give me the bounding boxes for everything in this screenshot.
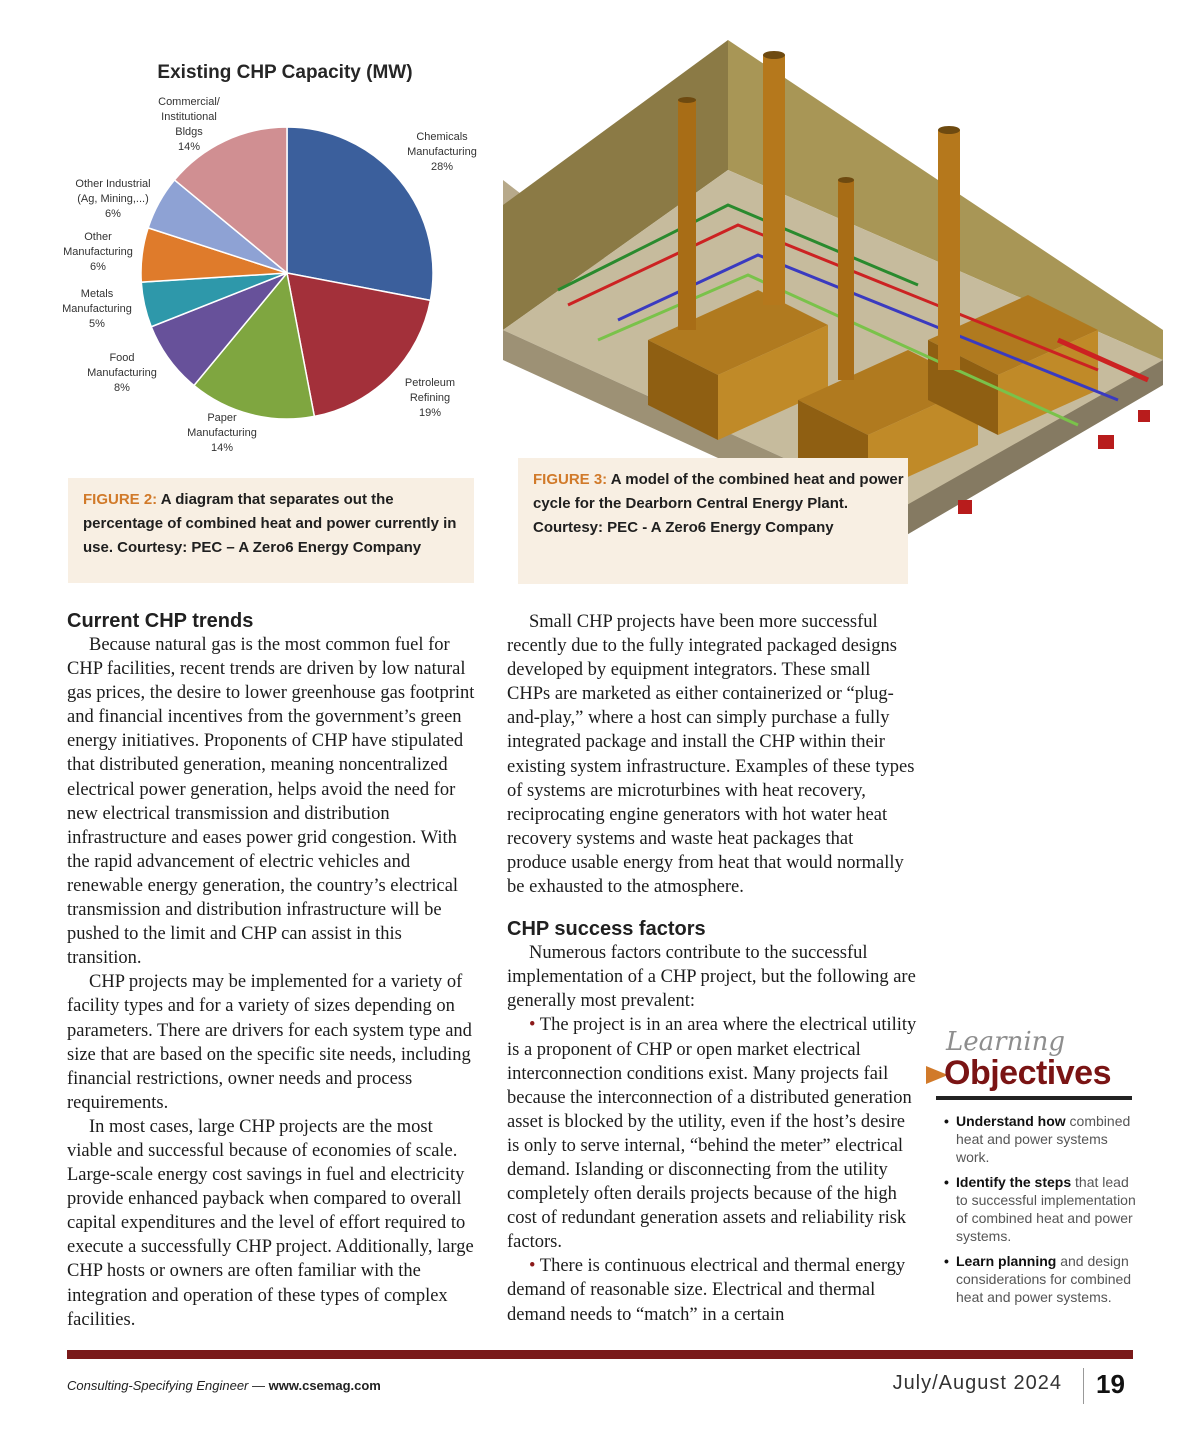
bullet-icon: • <box>529 1256 536 1277</box>
paragraph: Because natural gas is the most common fuel for CHP facilities, recent trends are driven by low natural gas prices, the desire to lower greenhouse gas footprint and financial incentives from the government’s green energy initiatives. Proponents of CHP have stipulated that distributed generation, meaning noncentralized electrical power generation, helps avoid the need for new electrical transmission and distribution infrastructure and eases power grid congestion. With the rapid advancement of electric vehicles and renewable energy generation, the country’s electrical transmission and distribution infrastructure will be pushed to the limit and CHP can assist in this transition. <box>67 635 475 969</box>
issue-date: July/August 2024 <box>892 1372 1062 1394</box>
learning-objectives-box <box>926 1028 1136 1313</box>
pie-slice-label: Chemicals Manufacturing 28% <box>407 131 477 173</box>
pie-slice-label: Food Manufacturing 8% <box>87 352 157 394</box>
bullet-item <box>507 1254 917 1326</box>
footer-rule <box>67 1350 1133 1359</box>
pie-chart-title: Existing CHP Capacity (MW) <box>157 62 413 83</box>
pie-slice-label: Other Industrial (Ag, Mining,...) 6% <box>75 178 151 220</box>
paragraph: Small CHP projects have been more successful recently due to the fully integrated packaged designs developed by equipment integrators. These small CHPs are marketed as either containerized or “plug-and-play,” where a host can simply purchase a fully integrated package and install the CHP within their existing system infrastructure. Examples of these types of systems are microturbines with heat recovery, reciprocating engine generators with hot water heat recovery systems and waste heat packages that produce usable energy from heat that would normally be exhausted to the atmosphere. <box>507 612 915 898</box>
figure-3-text: A model of the combined heat and power cycle for the Dearborn Central Energy Plant. Courtesy: PEC - A Zero6 Energy Company <box>533 471 904 536</box>
pie-slice-label: Other Manufacturing 6% <box>63 231 133 273</box>
article-column-1 <box>67 609 477 1332</box>
learning-label: Learning <box>946 1027 1066 1057</box>
section-heading-chp-success-factors: CHP success factors <box>507 918 706 941</box>
paragraph: CHP projects may be implemented for a variety of facility types and for a variety of sizes depending on parameters. There are drivers for each system type and size that are based on the specific site needs, including financial restrictions, owner needs and process requirements. <box>67 972 472 1113</box>
objectives-heading-row <box>926 1056 1136 1092</box>
publication-url[interactable]: www.csemag.com <box>268 1378 381 1393</box>
bullet-icon: • <box>529 1015 536 1036</box>
section-heading-current-chp-trends: Current CHP trends <box>67 610 254 632</box>
article-column-2 <box>507 610 917 1327</box>
footer-publication <box>67 1378 381 1393</box>
objective-text: combined heat and power systems work. <box>956 1113 1131 1165</box>
publication-name: Consulting-Specifying Engineer <box>67 1378 249 1393</box>
objectives-divider <box>936 1096 1132 1100</box>
objective-text: and design considerations for combined heat and power systems. <box>956 1253 1132 1305</box>
page-number: 19 <box>1096 1369 1125 1399</box>
bullet-item <box>507 1013 917 1254</box>
objective-bold: Identify the steps <box>956 1174 1072 1190</box>
pie-slice-label: Commercial/ Institutional Bldgs 14% <box>158 96 220 153</box>
paragraph: In most cases, large CHP projects are the most viable and successful because of economies of scale. Large-scale energy cost savings in fuel and electricity provide enhanced payback when compared to overall capital expenditures and the level of effort required to execute a successfully CHP project. Additionally, large CHP hosts or owners are often familiar with the integration and operation of these types of complex facilities. <box>67 1116 474 1330</box>
bullet-text: The project is in an area where the electrical utility is a proponent of CHP or open market electrical interconnection conditions exist. Many projects fail because the interconnection of a distributed generation asset is blocked by the utility, even if the host’s desire is only to serve internal, “behind the meter” electrical demand. Islanding or disconnecting from the utility completely often derails projects because of the high cost of redundant generation assets and reliability risk factors. <box>507 1015 917 1253</box>
objective-text: that lead to successful implementation of combined heat and power systems. <box>956 1174 1136 1244</box>
paragraph: Numerous factors contribute to the successful implementation of a CHP project, but the following are generally most prevalent: <box>507 943 916 1012</box>
figure-2-text: A diagram that separates out the percentage of combined heat and power currently in use. Courtesy: PEC – A Zero6 Energy Company <box>83 491 457 556</box>
bullet-text: There is continuous electrical and thermal energy demand of reasonable size. Electrical and thermal demand needs to “match” in a certain <box>507 1256 906 1325</box>
objective-bold: Learn planning <box>956 1253 1057 1269</box>
objective-item <box>944 1112 1136 1166</box>
objective-item <box>944 1252 1136 1306</box>
footer-divider <box>1083 1368 1084 1404</box>
pie-slice-label: Paper Manufacturing 14% <box>187 412 257 454</box>
pie-slice-label: Petroleum Refining 19% <box>404 377 456 419</box>
objective-bold: Understand how <box>956 1113 1066 1129</box>
figure-3-label: FIGURE 3: <box>533 471 608 488</box>
footer-dash: — <box>248 1378 269 1393</box>
figure-2-label: FIGURE 2: <box>83 491 158 508</box>
pie-slice-label: Metals Manufacturing 5% <box>62 288 132 330</box>
objective-item <box>944 1173 1136 1245</box>
figure-2-caption <box>68 478 474 583</box>
objectives-list <box>926 1112 1136 1306</box>
figure-3-caption <box>518 458 908 584</box>
objectives-title: Objectives <box>944 1054 1111 1092</box>
